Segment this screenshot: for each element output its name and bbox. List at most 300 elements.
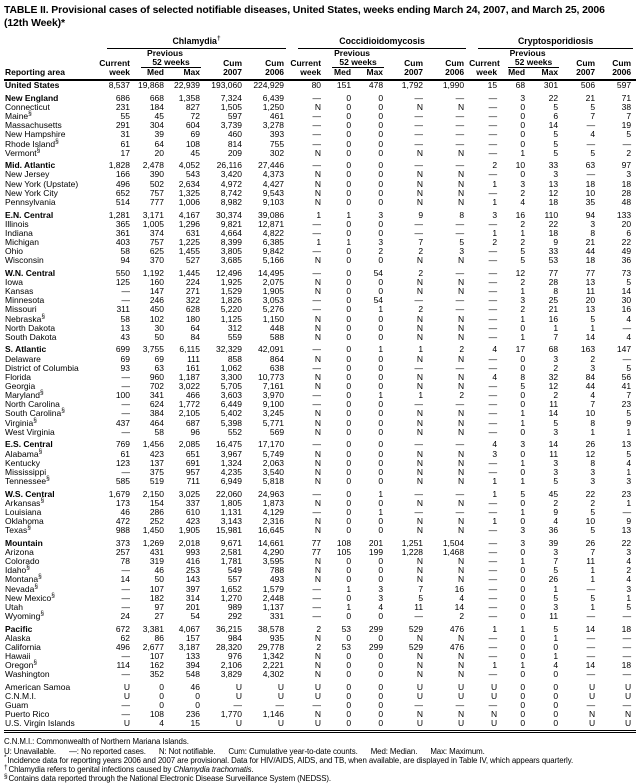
- value-cell: 0: [520, 574, 526, 585]
- value-cell: U: [588, 691, 596, 702]
- value-cell: —: [622, 138, 632, 149]
- value-cell: 0: [378, 516, 384, 527]
- value-cell: 3: [553, 426, 559, 437]
- reporting-area-cell: Arkansas§: [5, 496, 45, 508]
- value-cell: 0: [346, 381, 352, 392]
- reporting-area-cell: New York (Upstate): [5, 178, 79, 189]
- value-cell: 0: [378, 196, 384, 207]
- value-cell: —: [121, 583, 130, 594]
- value-cell: 5,166: [262, 255, 285, 266]
- value-cell: 1: [626, 497, 632, 508]
- value-cell: —: [586, 120, 596, 131]
- value-cell: N: [416, 169, 424, 180]
- value-cell: 1: [492, 488, 498, 499]
- value-cell: —: [414, 700, 424, 711]
- value-cell: N: [314, 426, 322, 437]
- value-cell: —: [488, 129, 498, 140]
- value-cell: —: [414, 120, 424, 131]
- value-cell: 3,970: [262, 390, 285, 401]
- cum-label: Cum: [265, 57, 285, 68]
- value-cell: 2: [459, 344, 465, 355]
- value-cell: 4,302: [262, 669, 285, 680]
- value-cell: 0: [378, 160, 384, 171]
- value-cell: 0: [378, 313, 384, 324]
- value-cell: 2: [418, 246, 424, 257]
- value-cell: —: [488, 565, 498, 576]
- value-cell: N: [457, 660, 465, 671]
- value-cell: —: [455, 111, 465, 122]
- value-cell: 960: [149, 371, 164, 382]
- value-cell: 2,677: [142, 641, 164, 652]
- value-cell: U: [457, 681, 465, 692]
- value-cell: —: [488, 669, 498, 680]
- value-cell: 0: [520, 169, 526, 180]
- value-cell: —: [455, 506, 465, 517]
- value-cell: 0: [378, 417, 384, 428]
- value-cell: —: [312, 92, 322, 103]
- value-cell: 3,022: [178, 381, 200, 392]
- value-cell: 374: [149, 227, 164, 238]
- value-cell: 5: [626, 408, 632, 419]
- value-cell: N: [457, 313, 465, 324]
- value-cell: 1,324: [220, 457, 242, 468]
- value-cell: 5: [590, 101, 596, 112]
- value-cell: 0: [378, 277, 384, 287]
- value-cell: 0: [520, 681, 526, 692]
- value-cell: 2,221: [262, 660, 285, 671]
- reporting-area-cell: Idaho§: [5, 564, 30, 576]
- value-cell: 13: [585, 277, 596, 287]
- value-cell: 550: [115, 267, 130, 278]
- value-cell: 1: [520, 475, 526, 486]
- value-cell: N: [416, 516, 424, 527]
- value-cell: —: [488, 331, 498, 342]
- table-row: [4, 477, 636, 486]
- value-cell: 38: [621, 101, 632, 112]
- value-cell: 46: [190, 681, 200, 692]
- value-cell: 472: [115, 516, 130, 527]
- value-cell: 26: [548, 574, 559, 585]
- value-cell: 4,427: [262, 178, 285, 189]
- value-cell: 394: [185, 660, 200, 671]
- value-cell: 53: [341, 641, 352, 652]
- value-cell: 1,873: [262, 497, 285, 508]
- table-row: [4, 170, 636, 179]
- value-cell: 2: [418, 267, 424, 278]
- value-cell: 0: [520, 497, 526, 508]
- reporting-area-cell: Kentucky: [5, 457, 40, 468]
- value-cell: 448: [269, 322, 285, 333]
- value-cell: N: [314, 169, 322, 180]
- value-cell: —: [488, 92, 498, 103]
- value-cell: 48: [621, 196, 632, 207]
- value-cell: 5: [418, 592, 424, 603]
- reporting-area-cell: New England: [5, 92, 59, 103]
- value-cell: 585: [115, 475, 130, 486]
- value-cell: —: [414, 111, 424, 122]
- value-cell: —: [488, 286, 498, 297]
- max-label: Max: [169, 68, 205, 80]
- value-cell: 6,385: [262, 236, 285, 247]
- value-cell: 1,325: [178, 187, 200, 198]
- value-cell: 2: [590, 497, 596, 508]
- value-cell: U: [457, 718, 465, 729]
- value-cell: 163: [580, 344, 596, 355]
- value-cell: 68: [548, 344, 559, 355]
- value-cell: 26: [585, 439, 596, 450]
- value-cell: 1: [378, 344, 384, 355]
- value-cell: —: [488, 525, 498, 536]
- reporting-area-cell: New York City: [5, 187, 58, 198]
- value-cell: N: [457, 466, 465, 477]
- value-cell: 1: [626, 592, 632, 603]
- value-cell: 1,296: [178, 218, 200, 229]
- value-cell: 94: [120, 255, 130, 266]
- value-cell: 182: [149, 592, 164, 603]
- value-cell: 13: [548, 178, 559, 189]
- value-cell: U: [235, 718, 242, 729]
- value-cell: —: [312, 399, 322, 410]
- value-cell: N: [457, 147, 465, 158]
- value-cell: 1,146: [262, 709, 285, 720]
- value-cell: 2: [520, 218, 526, 229]
- main-table: [4, 37, 636, 728]
- value-cell: 0: [346, 718, 352, 729]
- value-cell: 0: [378, 718, 384, 729]
- value-cell: 3,739: [220, 120, 242, 131]
- value-cell: 0: [378, 475, 384, 486]
- value-cell: 1: [378, 390, 384, 401]
- value-cell: 0: [378, 610, 384, 621]
- value-cell: U: [277, 691, 285, 702]
- value-cell: N: [416, 101, 424, 112]
- value-cell: 1,826: [220, 295, 242, 306]
- value-cell: 9,671: [220, 537, 242, 548]
- value-cell: 0: [520, 718, 526, 729]
- section-marker: §: [38, 447, 43, 455]
- value-cell: 43: [120, 331, 130, 342]
- footnote-marker: *: [4, 754, 7, 762]
- reporting-area-cell: Massachusetts: [5, 120, 62, 131]
- value-cell: 1: [626, 426, 632, 437]
- value-cell: 50: [154, 574, 164, 585]
- section-marker: §: [51, 591, 55, 599]
- value-cell: 628: [185, 304, 200, 315]
- reporting-area-cell: Louisiana: [5, 506, 42, 517]
- value-cell: 2: [520, 304, 526, 315]
- value-cell: 22: [621, 537, 632, 548]
- value-cell: 0: [346, 650, 352, 661]
- value-cell: 1,990: [442, 80, 465, 91]
- value-cell: —: [488, 632, 498, 643]
- value-cell: N: [457, 669, 465, 680]
- value-cell: 0: [346, 565, 352, 576]
- value-cell: —: [455, 295, 465, 306]
- value-cell: —: [488, 650, 498, 661]
- value-cell: 0: [378, 691, 384, 702]
- value-cell: N: [416, 525, 424, 536]
- value-cell: 552: [227, 426, 242, 437]
- value-cell: 24,963: [258, 488, 285, 499]
- reporting-area-cell: Arizona: [5, 546, 34, 557]
- value-cell: 27: [154, 610, 164, 621]
- value-cell: 0: [346, 371, 352, 382]
- value-cell: —: [121, 381, 130, 392]
- value-cell: 5: [590, 525, 596, 536]
- value-cell: 604: [185, 120, 200, 131]
- value-cell: 1: [553, 322, 559, 333]
- value-cell: 18: [585, 178, 596, 189]
- value-cell: 16: [548, 313, 559, 324]
- value-cell: 1,062: [220, 362, 242, 373]
- year-2007-label: 2007: [388, 68, 428, 80]
- value-cell: —: [121, 709, 130, 720]
- value-cell: 1: [492, 660, 498, 671]
- value-cell: 107: [149, 583, 164, 594]
- value-cell: 18: [548, 196, 559, 207]
- section-marker: §: [28, 110, 32, 118]
- value-cell: 1,579: [262, 583, 285, 594]
- value-cell: U: [457, 691, 465, 702]
- value-cell: 2,106: [220, 660, 242, 671]
- value-cell: 5: [553, 129, 559, 140]
- value-cell: 26,116: [216, 160, 242, 171]
- group-header-coccidioidomycosis: Coccidioidomycosis: [289, 37, 469, 49]
- value-cell: 2: [520, 236, 526, 247]
- value-cell: 5: [553, 101, 559, 112]
- value-cell: 3,245: [262, 408, 285, 419]
- value-cell: 1,137: [262, 601, 285, 612]
- value-cell: 4: [626, 313, 632, 324]
- value-cell: —: [622, 700, 632, 711]
- value-cell: N: [416, 286, 424, 297]
- value-cell: —: [312, 295, 322, 306]
- value-cell: 201: [368, 537, 384, 548]
- value-cell: 0: [520, 138, 526, 149]
- value-cell: N: [457, 516, 465, 527]
- value-cell: 54: [190, 610, 200, 621]
- value-cell: 1,679: [108, 488, 130, 499]
- value-cell: —: [414, 138, 424, 149]
- reporting-area-cell: South Carolina§: [5, 407, 65, 419]
- value-cell: 1,770: [220, 709, 242, 720]
- value-cell: 42,091: [258, 344, 285, 355]
- value-cell: N: [314, 322, 322, 333]
- value-cell: 4: [378, 601, 384, 612]
- value-cell: U: [416, 681, 424, 692]
- value-cell: 3,595: [262, 556, 285, 567]
- value-cell: 1,005: [142, 218, 164, 229]
- value-cell: 14: [585, 331, 596, 342]
- value-cell: 624: [149, 399, 164, 410]
- value-cell: 5,771: [262, 417, 285, 428]
- value-cell: 1: [492, 196, 498, 207]
- value-cell: 0: [346, 660, 352, 671]
- value-cell: 0: [346, 129, 352, 140]
- value-cell: 252: [149, 516, 164, 527]
- value-cell: N: [416, 331, 424, 342]
- value-cell: —: [488, 246, 498, 257]
- value-cell: 97: [154, 601, 164, 612]
- value-cell: 11: [549, 399, 559, 410]
- reporting-area-cell: West Virginia: [5, 426, 55, 437]
- value-cell: 4: [626, 574, 632, 585]
- value-cell: N: [624, 709, 632, 720]
- value-cell: 39: [548, 537, 559, 548]
- value-cell: 257: [115, 546, 130, 557]
- value-cell: N: [416, 178, 424, 189]
- reporting-area-cell: Wisconsin: [5, 255, 44, 266]
- value-cell: —: [455, 138, 465, 149]
- value-cell: 62: [120, 632, 130, 643]
- value-cell: —: [622, 641, 632, 652]
- week-label: week: [98, 68, 135, 80]
- value-cell: —: [586, 669, 596, 680]
- value-cell: —: [586, 583, 596, 594]
- value-cell: 478: [368, 80, 384, 91]
- reporting-area-cell: Rhode Island§: [5, 137, 59, 149]
- section-marker: §: [41, 312, 46, 320]
- value-cell: 0: [520, 426, 526, 437]
- value-cell: N: [314, 565, 322, 576]
- value-cell: 423: [149, 448, 164, 459]
- value-cell: —: [488, 399, 498, 410]
- value-cell: 672: [115, 623, 130, 634]
- value-cell: N: [457, 417, 465, 428]
- value-cell: 476: [449, 623, 465, 634]
- reporting-area-cell: New Mexico§: [5, 591, 55, 603]
- value-cell: 19: [621, 120, 632, 131]
- value-cell: 31: [120, 129, 130, 140]
- value-cell: 3: [553, 601, 559, 612]
- value-cell: 1,225: [178, 236, 200, 247]
- value-cell: 0: [520, 516, 526, 527]
- value-cell: 246: [149, 295, 164, 306]
- value-cell: —: [121, 601, 130, 612]
- value-cell: 23: [621, 399, 632, 410]
- value-cell: N: [416, 650, 424, 661]
- value-cell: 0: [378, 632, 384, 643]
- value-cell: —: [414, 218, 424, 229]
- value-cell: 0: [520, 691, 526, 702]
- value-cell: N: [457, 371, 465, 382]
- value-cell: 1: [520, 623, 526, 634]
- value-cell: 301: [543, 80, 559, 91]
- value-cell: 461: [269, 111, 285, 122]
- value-cell: —: [312, 227, 322, 238]
- value-cell: N: [314, 313, 322, 324]
- value-cell: 5,749: [262, 448, 285, 459]
- value-cell: 989: [227, 601, 242, 612]
- value-cell: 0: [520, 700, 526, 711]
- value-cell: 2: [553, 497, 559, 508]
- value-cell: 15,981: [216, 525, 242, 536]
- value-cell: 569: [269, 426, 285, 437]
- value-cell: —: [312, 344, 322, 355]
- value-cell: 33: [548, 246, 559, 257]
- value-cell: —: [455, 227, 465, 238]
- value-cell: 22,939: [174, 80, 200, 91]
- value-cell: 9,821: [220, 218, 242, 229]
- value-cell: 2,316: [262, 516, 285, 527]
- value-cell: 5: [520, 255, 526, 266]
- value-cell: 375: [149, 466, 164, 477]
- value-cell: 1,281: [108, 209, 130, 220]
- reporting-area-cell: Texas§: [5, 524, 31, 536]
- value-cell: 1: [316, 209, 322, 220]
- value-cell: 5: [553, 147, 559, 158]
- value-cell: 1: [378, 488, 384, 499]
- value-cell: 543: [185, 169, 200, 180]
- value-cell: N: [416, 466, 424, 477]
- previous-label: Previous: [334, 47, 370, 58]
- value-cell: 2,150: [142, 488, 164, 499]
- value-cell: N: [416, 187, 424, 198]
- value-cell: 5,402: [220, 408, 242, 419]
- value-cell: 12: [515, 267, 526, 278]
- value-cell: 0: [346, 313, 352, 324]
- value-cell: 1,125: [220, 313, 242, 324]
- previous-label: Previous: [509, 47, 546, 58]
- value-cell: N: [314, 574, 322, 585]
- value-cell: 8: [459, 209, 465, 220]
- value-cell: 5,398: [220, 417, 242, 428]
- value-cell: 8,982: [220, 196, 242, 207]
- value-cell: 13: [585, 304, 596, 315]
- value-cell: 151: [336, 80, 352, 91]
- value-cell: —: [488, 218, 498, 229]
- table-row: [4, 256, 636, 265]
- value-cell: 6,115: [179, 344, 200, 355]
- value-cell: 54: [373, 295, 384, 306]
- section-marker: §: [55, 137, 59, 145]
- value-cell: N: [457, 457, 465, 468]
- value-cell: 161: [185, 362, 200, 373]
- value-cell: —: [455, 218, 465, 229]
- value-cell: 11: [549, 448, 559, 459]
- value-cell: N: [314, 417, 322, 428]
- value-cell: N: [314, 277, 322, 287]
- value-cell: 3: [590, 466, 596, 477]
- value-cell: 5: [590, 147, 596, 158]
- value-cell: —: [488, 556, 498, 567]
- value-cell: 25: [548, 295, 559, 306]
- value-cell: 1,505: [220, 101, 242, 112]
- value-cell: —: [488, 574, 498, 585]
- value-cell: 311: [116, 304, 130, 315]
- value-cell: 18: [548, 227, 559, 238]
- value-cell: 5: [459, 236, 465, 247]
- value-cell: 231: [115, 101, 130, 112]
- value-cell: N: [457, 497, 465, 508]
- value-cell: —: [488, 601, 498, 612]
- value-cell: 1,251: [401, 537, 424, 548]
- reporting-area-cell: E.N. Central: [5, 209, 54, 220]
- reporting-area-cell: District of Columbia: [5, 362, 79, 373]
- value-cell: 519: [149, 475, 164, 486]
- value-cell: 9: [626, 417, 632, 428]
- value-cell: 0: [346, 295, 352, 306]
- value-cell: —: [121, 371, 130, 382]
- value-cell: 0: [378, 218, 384, 229]
- value-cell: —: [312, 160, 322, 171]
- value-cell: 147: [616, 344, 632, 355]
- value-cell: —: [455, 267, 465, 278]
- value-cell: 108: [336, 537, 352, 548]
- value-cell: 464: [149, 417, 164, 428]
- value-cell: 0: [520, 650, 526, 661]
- week-label: week: [289, 68, 326, 80]
